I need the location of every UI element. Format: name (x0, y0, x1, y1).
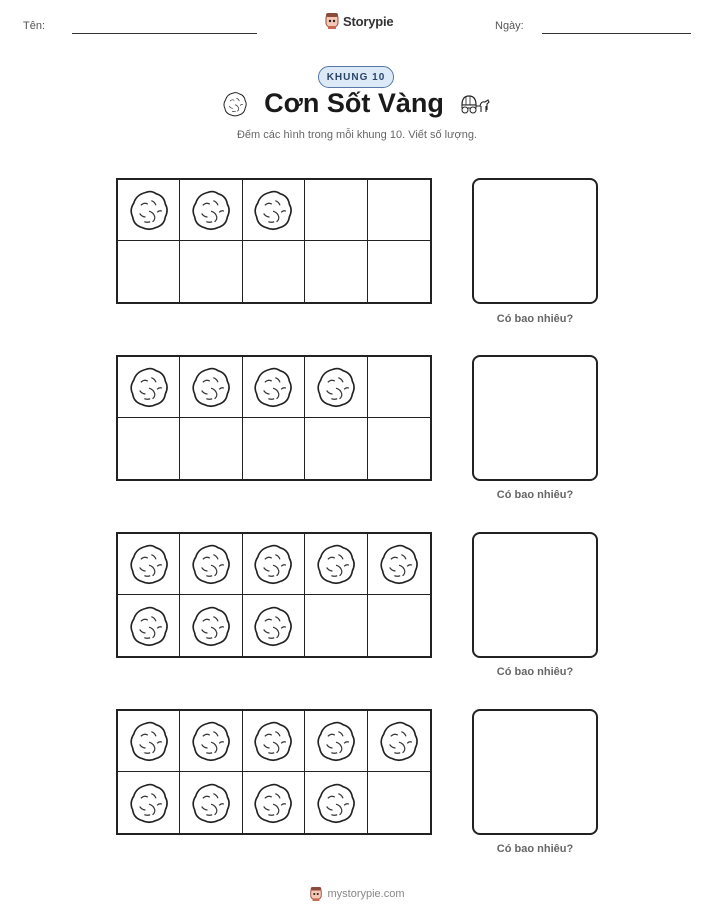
ten-frame-cell (368, 595, 430, 656)
ten-frame-cell (305, 241, 367, 302)
ten-frame-cell (368, 711, 430, 772)
gold-nugget-icon (316, 720, 356, 762)
gold-nugget-icon (129, 189, 169, 231)
ten-frame-cell (243, 357, 305, 418)
instructions: Đếm các hình trong mỗi khung 10. Viết số lượng. (236, 129, 477, 141)
ten-frame-cell (368, 534, 430, 595)
worksheet-type-badge: KHUNG 10 (318, 66, 394, 88)
ten-frame-cell (368, 241, 430, 302)
ten-frame (116, 532, 432, 658)
ten-frame-cell (243, 534, 305, 595)
answer-label: Có bao nhiêu? (496, 313, 574, 325)
gold-nugget-icon (316, 543, 356, 585)
ten-frame-cell (305, 595, 367, 656)
gold-nugget-icon (253, 366, 293, 408)
ten-frame (116, 709, 432, 835)
ten-frame-cell (368, 180, 430, 241)
gold-nugget-icon (191, 605, 231, 647)
ten-frame-cell (243, 711, 305, 772)
gold-nugget-icon (129, 366, 169, 408)
ten-frame-cell (118, 180, 180, 241)
gold-nugget-icon (316, 782, 356, 824)
ten-frame-cell (243, 418, 305, 479)
ten-frame-cell (368, 418, 430, 479)
ten-frame-cell (118, 534, 180, 595)
ten-frame-cell (118, 772, 180, 833)
ten-frame-cell (118, 418, 180, 479)
gold-nugget-icon (379, 543, 419, 585)
ten-frame-cell (180, 772, 242, 833)
ten-frame (116, 355, 432, 481)
ten-frame-cell (118, 241, 180, 302)
gold-nugget-icon (379, 720, 419, 762)
footer-url: mystorypie.com (327, 888, 405, 900)
date-label: Ngày: (495, 20, 524, 32)
gold-nugget-icon (253, 543, 293, 585)
ten-frame-cell (368, 772, 430, 833)
gold-nugget-icon (191, 366, 231, 408)
gold-nugget-icon (191, 189, 231, 231)
brand-logo (324, 12, 393, 30)
storypie-mascot-icon (309, 886, 323, 902)
ten-frame-cell (118, 357, 180, 418)
ten-frame-cell (305, 357, 367, 418)
ten-frame-cell (180, 357, 242, 418)
gold-nugget-icon (253, 605, 293, 647)
gold-nugget-icon (253, 720, 293, 762)
gold-nugget-icon (191, 720, 231, 762)
ten-frame-cell (180, 534, 242, 595)
gold-nugget-icon (129, 543, 169, 585)
ten-frame-cell (180, 418, 242, 479)
gold-nugget-icon (129, 782, 169, 824)
answer-box[interactable] (472, 709, 598, 835)
gold-nugget-icon (316, 366, 356, 408)
covered-wagon-icon (460, 93, 492, 115)
date-line[interactable] (542, 33, 691, 34)
ten-frame-cell (368, 357, 430, 418)
ten-frame-cell (243, 595, 305, 656)
answer-label: Có bao nhiêu? (496, 489, 574, 501)
ten-frame-cell (305, 534, 367, 595)
brand-name: Storypie (343, 13, 394, 29)
ten-frame-cell (243, 241, 305, 302)
page-title: Cơn Sốt Vàng (264, 88, 444, 118)
title-row (0, 88, 714, 119)
ten-frame-cell (180, 180, 242, 241)
ten-frame-cell (243, 180, 305, 241)
ten-frame-cell (305, 772, 367, 833)
storypie-mascot-icon (324, 12, 340, 30)
ten-frame-cell (180, 595, 242, 656)
answer-label: Có bao nhiêu? (496, 666, 574, 678)
ten-frame-cell (180, 241, 242, 302)
answer-box[interactable] (472, 178, 598, 304)
ten-frame-cell (243, 772, 305, 833)
answer-label: Có bao nhiêu? (496, 843, 574, 855)
gold-nugget-icon (191, 543, 231, 585)
footer (0, 886, 714, 902)
answer-box[interactable] (472, 355, 598, 481)
gold-nugget-icon (222, 91, 248, 117)
gold-nugget-icon (129, 720, 169, 762)
name-line[interactable] (72, 33, 257, 34)
ten-frame-cell (305, 418, 367, 479)
answer-box[interactable] (472, 532, 598, 658)
ten-frame-cell (180, 711, 242, 772)
ten-frame-cell (305, 180, 367, 241)
name-label: Tên: (23, 20, 46, 32)
ten-frame-cell (118, 711, 180, 772)
gold-nugget-icon (191, 782, 231, 824)
ten-frame-cell (118, 595, 180, 656)
gold-nugget-icon (129, 605, 169, 647)
ten-frame (116, 178, 432, 304)
gold-nugget-icon (253, 782, 293, 824)
gold-nugget-icon (253, 189, 293, 231)
ten-frame-cell (305, 711, 367, 772)
